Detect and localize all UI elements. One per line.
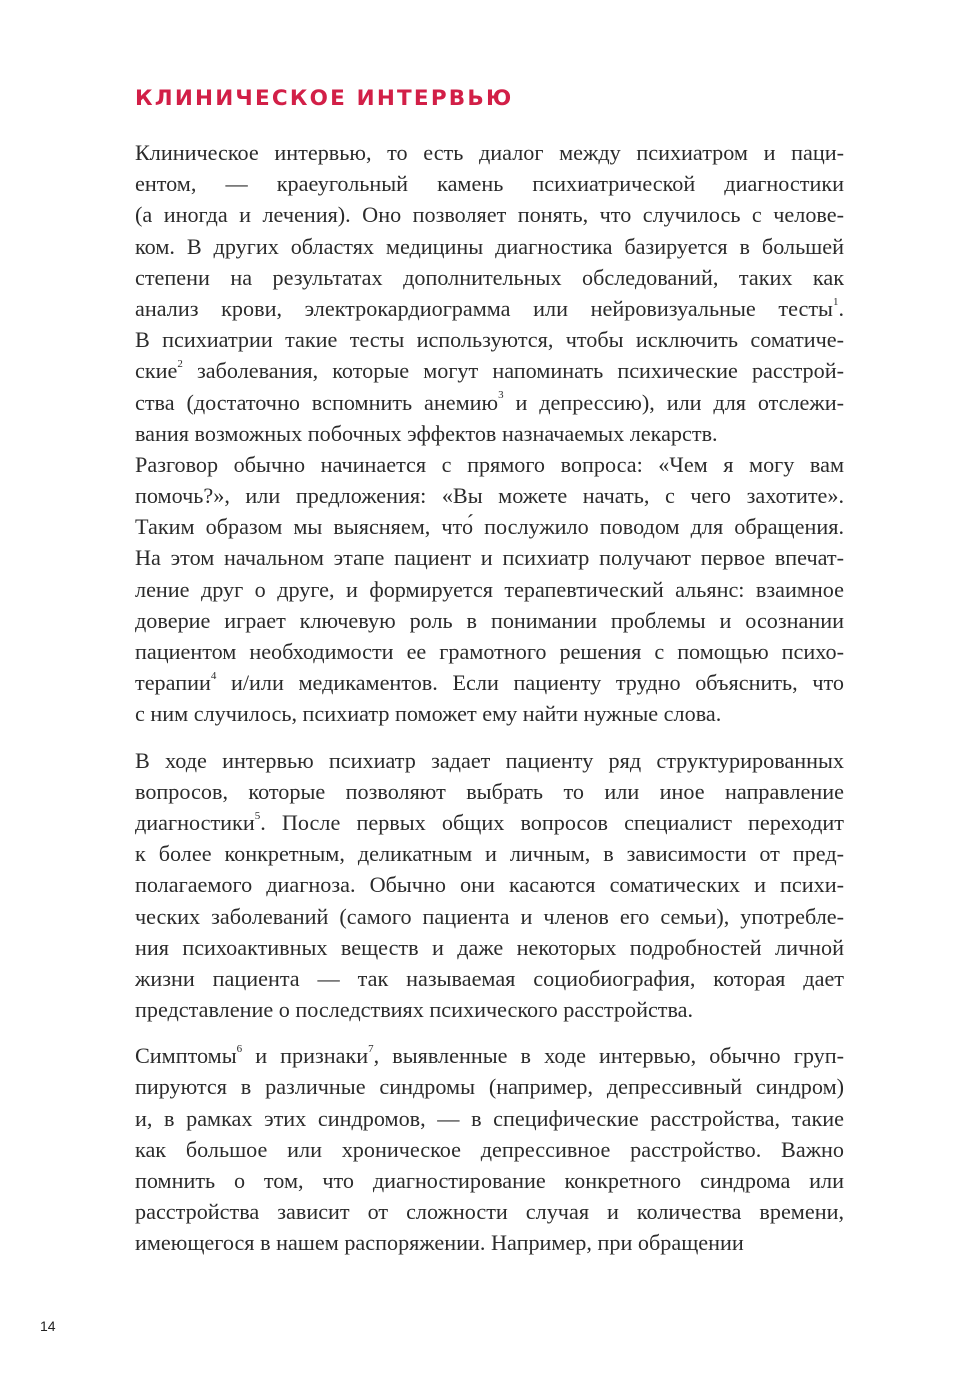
text-segment: полагаемого диагноза. Обычно они касаются соматических и психи- (135, 872, 844, 898)
text-segment: и депрессию), или для отслежи- (503, 389, 844, 415)
text-line (135, 1227, 844, 1258)
text-segment: Клиническое интервью, то есть диалог между психиатром и паци- (135, 140, 844, 165)
text-segment: В ходе интервью психиатр задает пациенту ряд структурированных (135, 747, 844, 773)
text-segment: . (838, 295, 844, 321)
text-line (135, 1134, 844, 1165)
text-line (135, 745, 844, 776)
text-line (135, 231, 844, 262)
text-segment: имеющегося в нашем распоряжении. Например, при обращении (135, 1230, 744, 1256)
text-line (135, 199, 844, 230)
text-line (135, 168, 844, 199)
text-segment: ские (135, 358, 178, 384)
text-segment: ком. В других областях медицины диагностика базируется в большей (135, 233, 844, 259)
text-segment: Симптомы (135, 1043, 237, 1069)
text-line (135, 994, 844, 1025)
text-line (135, 511, 844, 542)
text-segment: как большое или хроническое депрессивное расстройство. Важно (135, 1136, 844, 1162)
text-line (135, 901, 844, 932)
text-segment: диагностики (135, 809, 255, 835)
text-line (135, 293, 844, 324)
footnote-marker[interactable]: 4 (210, 669, 217, 682)
text-line (135, 324, 844, 355)
text-line (135, 1071, 844, 1102)
text-segment: ческих заболеваний (самого пациента и членов его семьи), употребле- (135, 903, 844, 929)
text-segment: Таким образом мы выясняем, что́ послужило поводом для обращения. (135, 514, 844, 540)
text-segment: представление о последствиях психического расстройства. (135, 997, 694, 1023)
text-segment: с ним случилось, психиатр поможет ему найти нужные слова. (135, 701, 722, 727)
text-segment: помнить о том, что диагностирование конкретного синдрома или (135, 1168, 844, 1193)
text-segment: жизни пациента — так называемая социобиография, которая дает (135, 965, 844, 991)
text-line (135, 636, 844, 667)
footnote-marker[interactable]: 5 (254, 809, 261, 822)
text-line (135, 932, 844, 963)
text-segment: и/или медикаментов. Если пациенту трудно объяснить, что (216, 670, 844, 696)
text-line (135, 698, 844, 729)
text-line (135, 807, 844, 838)
text-line (135, 449, 844, 480)
body-text (135, 137, 844, 1259)
text-line (135, 1103, 844, 1134)
text-segment: заболевания, которые могут напоминать психические расстрой- (182, 358, 844, 384)
section-heading: КЛИНИЧЕСКОЕ ИНТЕРВЬЮ (135, 86, 514, 111)
text-line (135, 963, 844, 994)
text-line (135, 776, 844, 807)
text-segment: вания возможных побочных эффектов назначаемых лекарств. (135, 420, 718, 446)
text-segment: и признаки (242, 1043, 369, 1069)
text-segment: . После первых общих вопросов специалист переходит (260, 809, 844, 835)
text-segment: ства (достаточно вспомнить анемию (135, 389, 499, 415)
text-line (135, 869, 844, 900)
text-segment: ентом, — краеугольный камень психиатрической диагностики (135, 171, 844, 197)
text-segment: анализ крови, электрокардиограмма или нейровизуальные тесты (135, 295, 833, 321)
text-segment: (а иногда и лечения). Оно позволяет понять, что случилось с челове- (135, 202, 844, 228)
text-segment: ление друг о друге, и формируется терапевтический альянс: взаимное (135, 576, 844, 602)
text-segment: доверие играет ключевую роль в понимании проблемы и осознании (135, 607, 844, 633)
text-line (135, 387, 844, 418)
text-line (135, 574, 844, 605)
footnote-marker[interactable]: 7 (368, 1042, 374, 1055)
text-line (135, 418, 844, 449)
text-segment: степени на результатах дополнительных обследований, таких как (135, 264, 844, 290)
page-number: 14 (40, 1318, 56, 1334)
text-line (135, 1196, 844, 1227)
text-line (135, 137, 844, 168)
text-line (135, 605, 844, 636)
text-segment: вопросов, которые позволяют выбрать то или иное направление (135, 778, 844, 804)
text-line (135, 355, 844, 386)
text-segment: На этом начальном этапе пациент и психиатр получают первое впечат- (135, 545, 844, 571)
text-segment: , выявленные в ходе интервью, обычно груп- (373, 1043, 844, 1069)
text-segment: Разговор обычно начинается с прямого вопроса: «Чем я могу вам (135, 451, 844, 477)
footnote-marker[interactable]: 3 (498, 389, 504, 402)
paragraph-1 (135, 137, 844, 449)
footnote-marker[interactable]: 2 (177, 357, 183, 370)
text-line (135, 1165, 844, 1196)
paragraph-3 (135, 745, 844, 1026)
footnote-marker[interactable]: 6 (236, 1042, 243, 1055)
text-segment: В психиатрии такие тесты используются, чтобы исключить соматиче- (135, 327, 844, 353)
text-line (135, 480, 844, 511)
text-line (135, 838, 844, 869)
text-segment: терапии (135, 670, 211, 696)
footnote-marker[interactable]: 1 (832, 295, 839, 308)
text-segment: помочь?», или предложения: «Вы можете начать, с чего захотите». (135, 483, 844, 509)
text-line (135, 1040, 844, 1071)
text-segment: пациентом необходимости ее грамотного решения с помощью психо- (135, 639, 844, 664)
text-line (135, 667, 844, 698)
text-segment: пируются в различные синдромы (например, депрессивный синдром) (135, 1074, 844, 1100)
paragraph-2 (135, 449, 844, 730)
text-segment: ния психоактивных веществ и даже некоторых подробностей личной (135, 934, 844, 960)
text-segment: расстройства зависит от сложности случая и количества времени, (135, 1199, 844, 1225)
paragraph-4 (135, 1040, 844, 1258)
text-line (135, 542, 844, 573)
text-segment: и, в рамках этих синдромов, — в специфические расстройства, такие (135, 1105, 844, 1131)
text-segment: к более конкретным, деликатным и личным, в зависимости от пред- (135, 841, 844, 867)
text-line (135, 262, 844, 293)
